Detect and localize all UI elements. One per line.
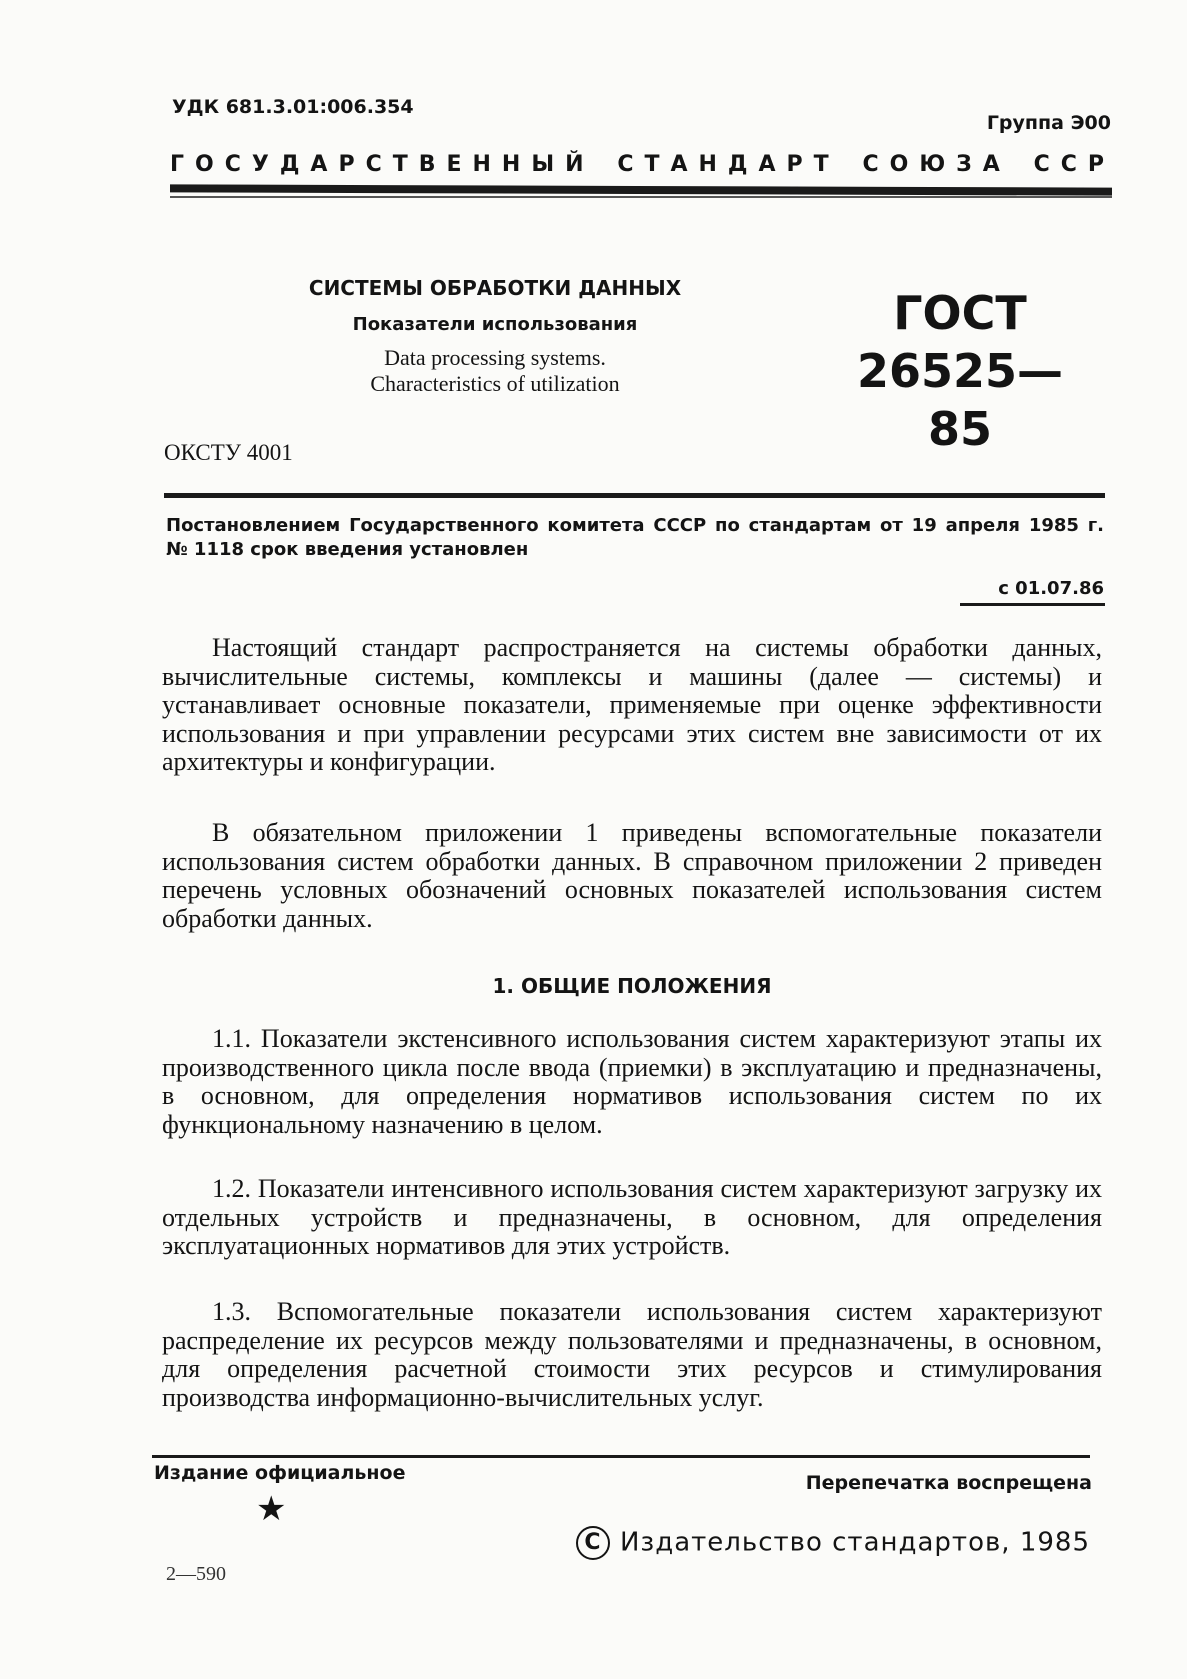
title-block <box>290 276 700 397</box>
banner-thin-rule <box>170 196 1112 198</box>
star-icon: ★ <box>256 1491 287 1528</box>
clause-1-2: 1.2. Показатели интенсивного использования систем характеризуют загрузку их отдельных устройств и предназначены, в основном, для определения эксплуатационных нормативов для этих устройств. <box>162 1174 1102 1260</box>
title-en-line2: Characteristics of utilization <box>370 371 620 396</box>
title-ru: СИСТЕМЫ ОБРАБОТКИ ДАННЫХ <box>308 276 682 300</box>
title-en-line1: Data processing systems. <box>384 345 606 370</box>
gost-label: ГОСТ <box>893 286 1027 340</box>
effective-date: с 01.07.86 <box>998 578 1104 599</box>
banner-word-3: СОЮЗА <box>862 152 1011 177</box>
reprint-prohibited: Перепечатка воспрещена <box>805 1472 1092 1494</box>
decree-text: Постановлением Государственного комитета СССР по стандартам от 19 апреля 1985 г. № 1118 срок введения установлен <box>166 515 1104 560</box>
clause-1-1: 1.1. Показатели экстенсивного использования систем характеризуют этапы их производственного цикла после ввода (приемки) в эксплуатацию и предназначены, в основном, для определения нормативов использования систем по их функциональному назначению в целом. <box>162 1024 1102 1139</box>
print-code: 2—590 <box>166 1563 226 1585</box>
intro-paragraph-2: В обязательном приложении 1 приведены вспомогательные показатели использования систем обработки данных. В справочном приложении 2 приведен перечень условных обозначений основных показателей использования систем обработки данных. <box>162 818 1102 933</box>
okstu-code: ОКСТУ 4001 <box>164 440 293 465</box>
banner-word-4: ССР <box>1033 152 1115 177</box>
subtitle-ru: Показатели использования <box>352 314 638 335</box>
copyright-icon: C <box>576 1526 610 1560</box>
banner-word-1: ГОСУДАРСТВЕННЫЙ <box>170 152 595 177</box>
date-underline <box>960 603 1105 606</box>
footer-rule <box>152 1455 1090 1458</box>
banner-word-2: СТАНДАРТ <box>617 152 840 177</box>
publisher-line <box>576 1526 1090 1560</box>
group-code: Группа Э00 <box>986 112 1111 134</box>
gost-designation <box>840 284 1080 458</box>
section-heading: 1. ОБЩИЕ ПОЛОЖЕНИЯ <box>492 974 772 998</box>
gost-number: 26525—85 <box>856 344 1064 456</box>
standard-banner <box>170 152 1115 177</box>
header-rule <box>164 493 1105 498</box>
banner-thick-rule <box>170 184 1112 195</box>
clause-1-3: 1.3. Вспомогательные показатели использования систем характеризуют распределение их ресурсов между пользователями и предназначены, в основном, для определения расчетной стоимости этих ресурсов и стимулирования производства информационно-вычислительных услуг. <box>162 1297 1102 1412</box>
intro-paragraph-1: Настоящий стандарт распространяется на системы обработки данных, вычислительные системы, комплексы и машины (далее — системы) и устанавливает основные показатели, применяемые при оценке эффективности использования и при управлении ресурсами этих систем вне зависимости от их архитектуры и конфигурации. <box>162 633 1102 776</box>
udk-code: УДК 681.3.01:006.354 <box>172 96 414 118</box>
official-edition: Издание официальное <box>154 1462 406 1484</box>
publisher-name: Издательство стандартов, 1985 <box>619 1527 1090 1558</box>
